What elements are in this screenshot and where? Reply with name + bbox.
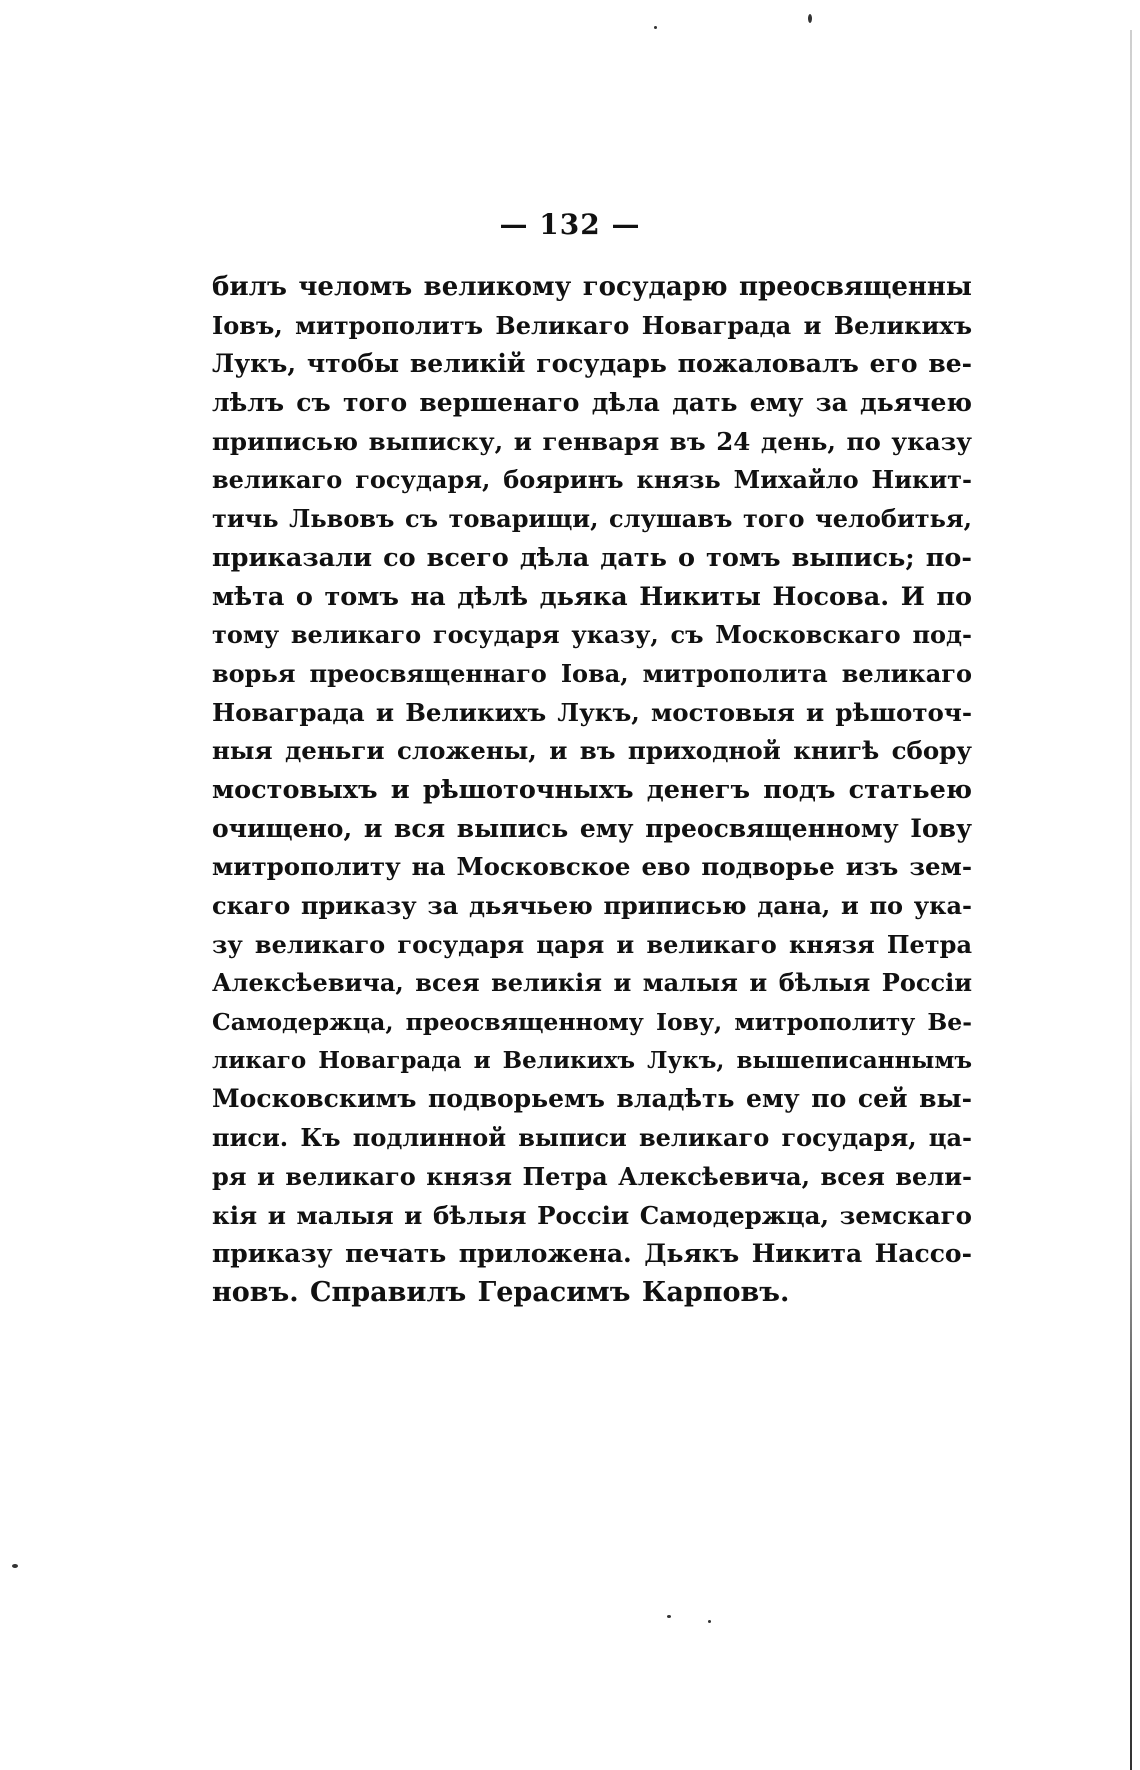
scan-speck bbox=[667, 1615, 671, 1618]
text-line: ликаго Новаграда и Великихъ Лукъ, вышеписаннымъ bbox=[212, 1046, 972, 1074]
body-text bbox=[212, 268, 972, 1313]
text-line: мѣта о томъ на дѣлѣ дьяка Никиты Носова. И по bbox=[212, 581, 972, 612]
text-line: очищено, и вся выпись ему преосвященному Іову bbox=[212, 813, 972, 843]
text-line: тичь Львовъ съ товарищи, слушавъ того челобитья, bbox=[212, 504, 972, 534]
text-line: ря и великаго князя Петра Алексѣевича, всея вели- bbox=[212, 1161, 972, 1191]
text-line: Алексѣевича, всея великія и малыя и бѣлыя Россіи bbox=[212, 968, 972, 998]
text-line: Московскимъ подворьемъ владѣть ему по сей вы- bbox=[212, 1084, 972, 1114]
text-line: приказали со всего дѣла дать о томъ выпись; по- bbox=[212, 542, 972, 573]
text-line: Новаграда и Великихъ Лукъ, мостовыя и рѣшоточ- bbox=[212, 697, 972, 727]
scan-edge-line bbox=[1130, 30, 1132, 1770]
text-line: писи. Къ подлинной выписи великаго государя, ца- bbox=[212, 1123, 972, 1153]
text-line: билъ челомъ великому государю преосвященны bbox=[212, 272, 972, 302]
text-line: митрополиту на Московское ево подворье изъ зем- bbox=[212, 852, 972, 882]
scan-speck bbox=[12, 1564, 18, 1568]
scan-speck bbox=[808, 14, 812, 23]
scan-speck bbox=[708, 1620, 711, 1623]
text-line: мостовыхъ и рѣшоточныхъ денегъ подъ статьею bbox=[212, 774, 972, 805]
text-line: тому великаго государя указу, съ Московскаго под- bbox=[212, 620, 972, 650]
text-line: лѣлъ съ того вершенаго дѣла дать ему за дьячею bbox=[212, 388, 972, 418]
text-line: кія и малыя и бѣлыя Россіи Самодержца, земскаго bbox=[212, 1200, 972, 1230]
text-line: Іовъ, митрополитъ Великаго Новаграда и Великихъ bbox=[212, 310, 972, 340]
text-line: приписью выписку, и генваря въ 24 день, по указу bbox=[212, 426, 972, 456]
text-line: Самодержца, преосвященному Іову, митрополиту Ве- bbox=[212, 1008, 972, 1037]
text-line: Лукъ, чтобы великій государь пожаловалъ его ве- bbox=[212, 349, 972, 379]
text-line: зу великаго государя царя и великаго князя Петра bbox=[212, 929, 972, 959]
text-line: новъ. Справилъ Герасимъ Карповъ. bbox=[212, 1276, 790, 1308]
text-line: скаго приказу за дьячьею приписью дана, и по ука- bbox=[212, 891, 972, 920]
text-line: ворья преосвященнаго Іова, митрополита великаго bbox=[212, 658, 972, 688]
scan-speck bbox=[654, 26, 657, 29]
text-line: великаго государя, бояринъ князь Михайло Никит- bbox=[212, 465, 972, 495]
page-number: — 132 — bbox=[499, 208, 641, 241]
text-line: ныя деньги сложены, и въ приходной книгѣ сбору bbox=[212, 736, 972, 766]
text-line: приказу печать приложена. Дьякъ Никита Нассо- bbox=[212, 1239, 972, 1269]
